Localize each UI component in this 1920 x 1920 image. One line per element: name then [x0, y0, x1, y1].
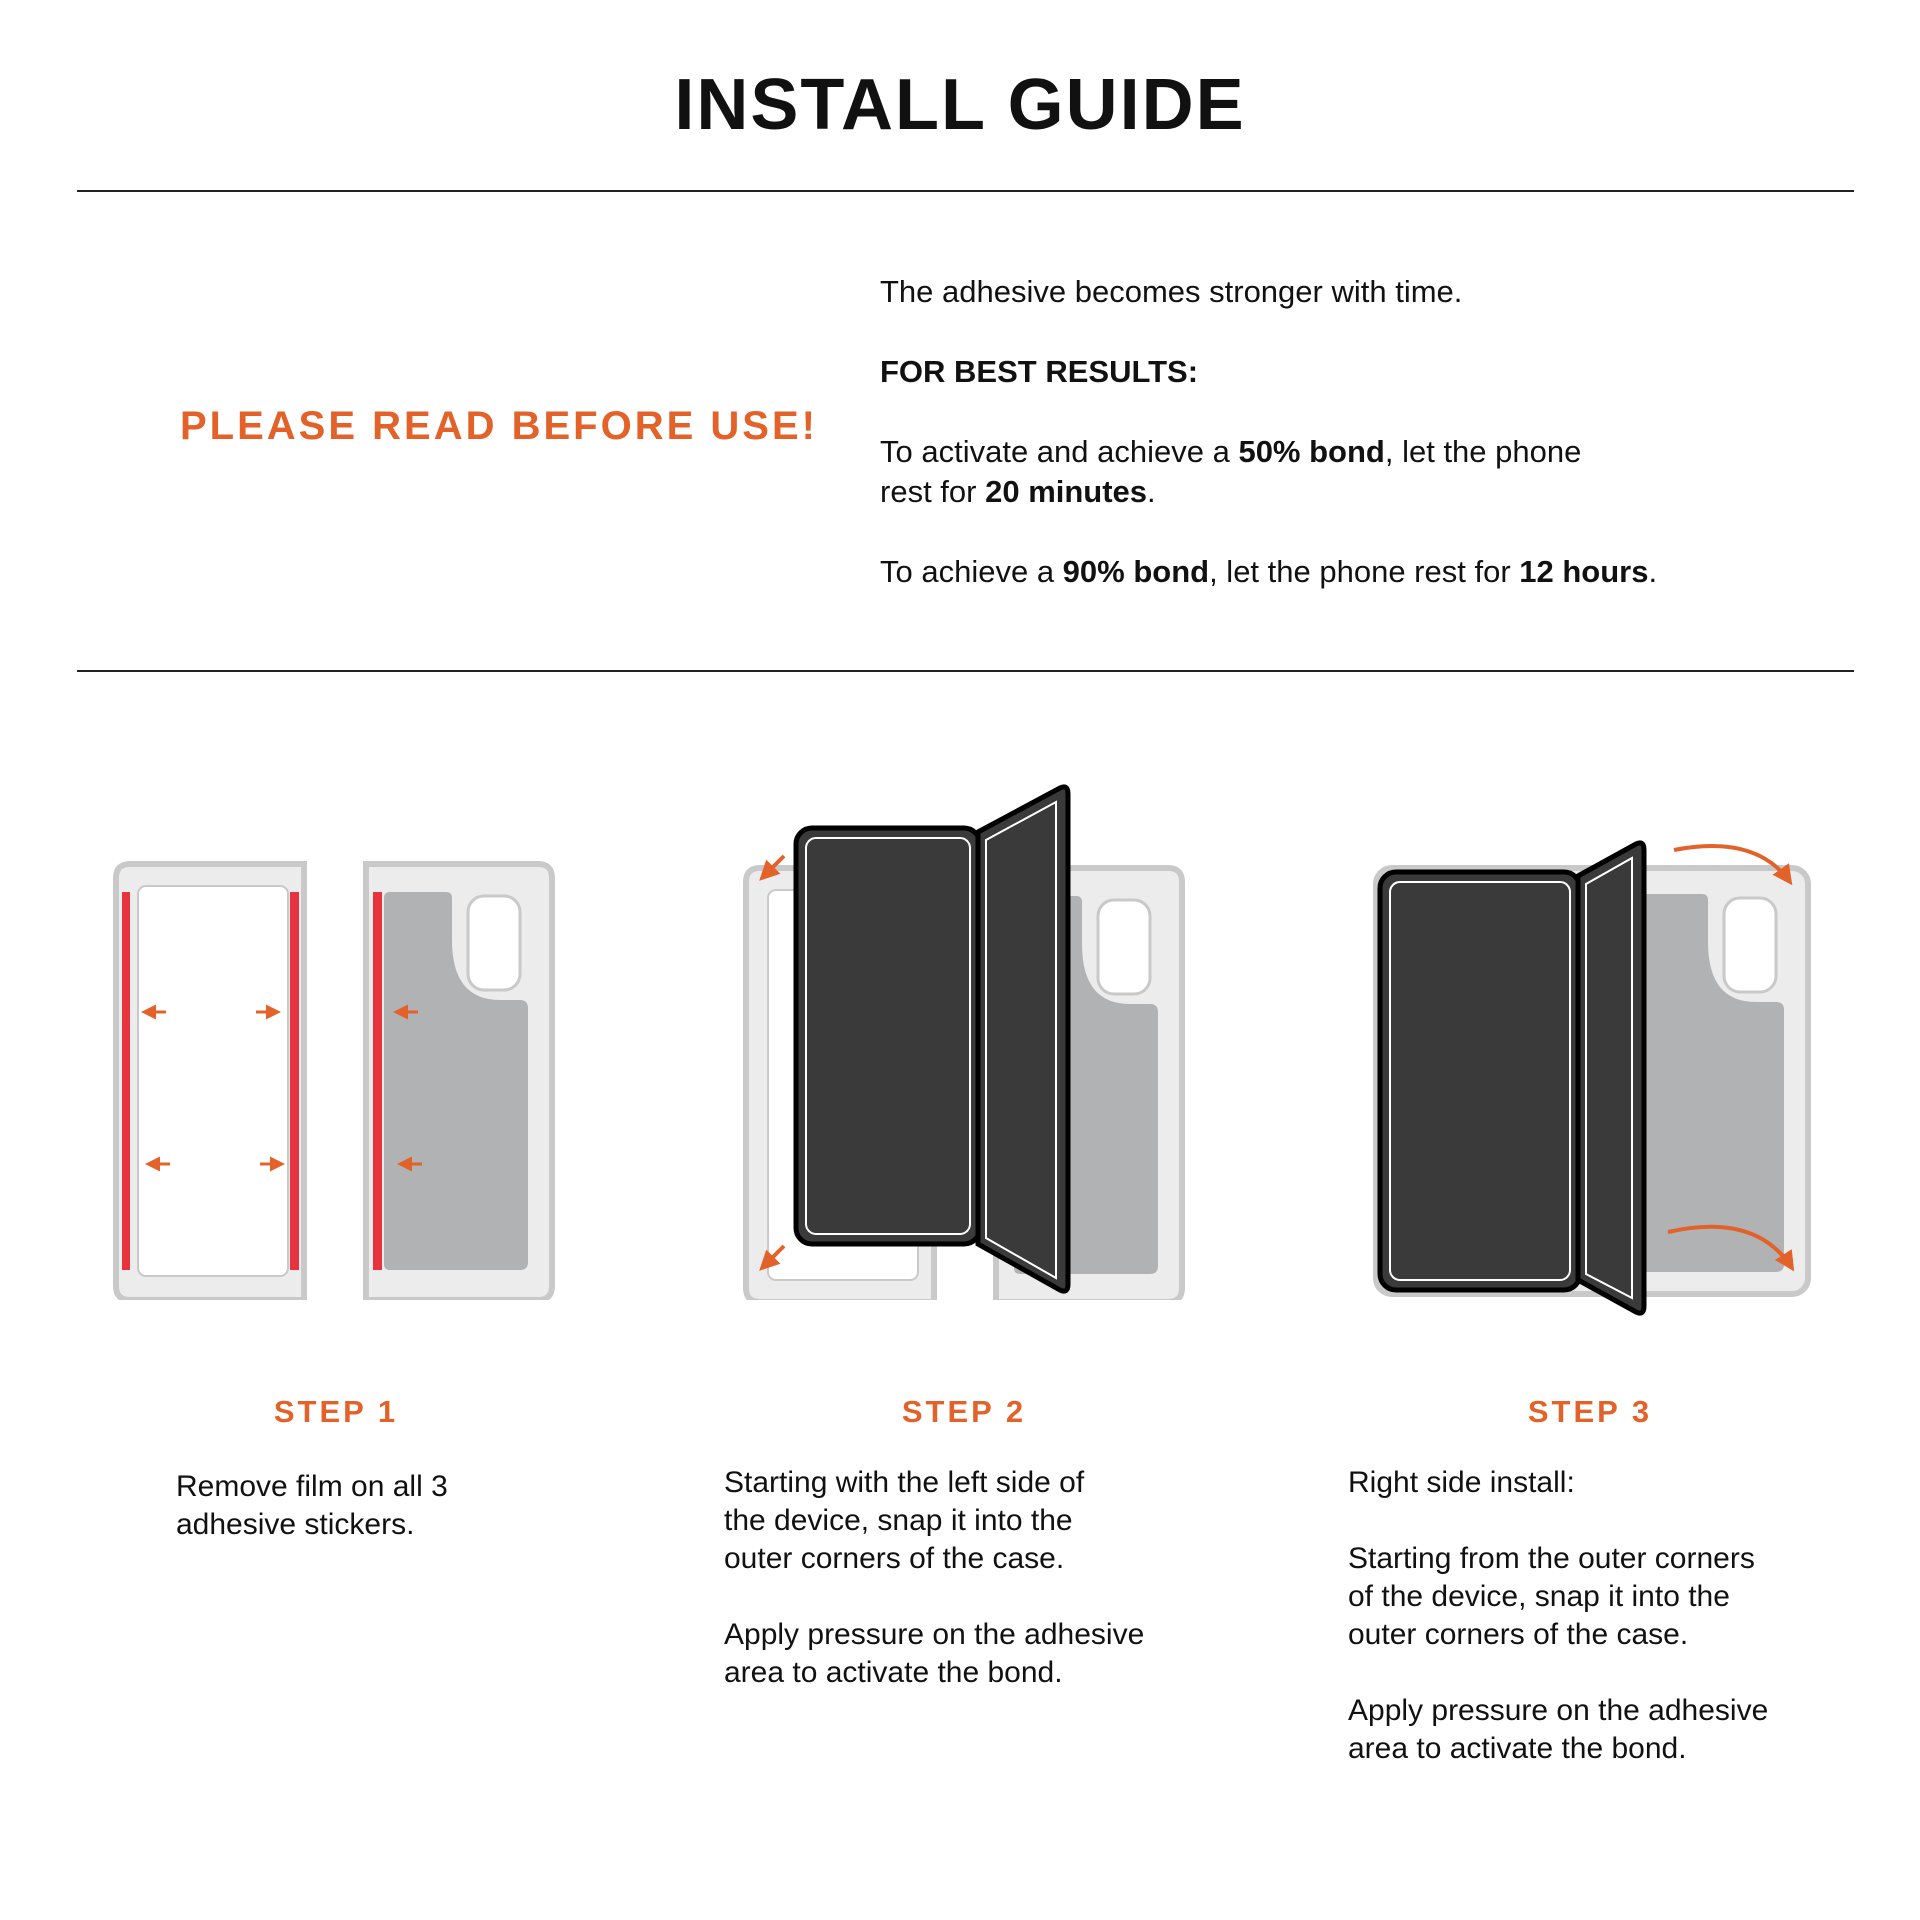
step3-line: of the device, snap it into the	[1348, 1580, 1730, 1613]
step3-line: Right side install:	[1348, 1466, 1575, 1499]
best-results-heading: FOR BEST RESULTS:	[880, 354, 1199, 389]
note-intro: The adhesive becomes stronger with time.	[880, 274, 1463, 309]
step2-title: STEP 2	[901, 1394, 1027, 1429]
tip1-prefix: To activate and achieve a	[880, 434, 1239, 469]
step3-description	[1348, 1464, 1768, 1768]
adhesive-strip-left-inner	[290, 892, 299, 1270]
tip2-duration: 12 hours	[1519, 554, 1649, 589]
step2-line: outer corners of the case.	[724, 1542, 1065, 1575]
tip1-bond: 50% bond	[1238, 434, 1385, 469]
foldable-phone-illustration	[796, 787, 1068, 1291]
step2-line: area to activate the bond.	[724, 1656, 1063, 1689]
step2-description	[724, 1464, 1144, 1692]
tip-90-bond	[880, 552, 1657, 592]
step1-description	[176, 1468, 448, 1544]
case-left-half	[116, 864, 304, 1300]
step3-line: area to activate the bond.	[1348, 1732, 1687, 1765]
camera-cutout	[1098, 900, 1150, 994]
camera-cutout	[468, 896, 520, 990]
step2-line: the device, snap it into the	[724, 1504, 1073, 1537]
step2-line: Starting with the left side of	[724, 1466, 1085, 1499]
tip1-middle: , let the phone	[1384, 434, 1582, 469]
foldable-phone-illustration	[1380, 843, 1644, 1313]
adhesive-strip-left	[122, 892, 130, 1270]
step2-spacer	[724, 1578, 1144, 1616]
step3-line: Starting from the outer corners	[1348, 1542, 1755, 1575]
tip2-bond: 90% bond	[1062, 554, 1210, 589]
step1-line: Remove film on all 3	[176, 1470, 448, 1503]
case-right-half	[366, 864, 552, 1300]
adhesive-strip-right	[373, 892, 382, 1270]
tip1-suffix: .	[1147, 474, 1156, 509]
step2-illustration	[730, 780, 1210, 1300]
step2-line: Apply pressure on the adhesive	[724, 1618, 1145, 1651]
step3-spacer	[1348, 1654, 1768, 1692]
tip2-prefix: To achieve a	[880, 554, 1063, 589]
step1-title: STEP 1	[273, 1394, 399, 1429]
step1-illustration	[100, 840, 580, 1300]
step3-illustration	[1356, 820, 1836, 1320]
page-title: INSTALL GUIDE	[674, 65, 1246, 145]
step1-line: adhesive stickers.	[176, 1508, 415, 1541]
tip1-duration: 20 minutes	[985, 474, 1148, 509]
tip1-line2: rest for	[880, 474, 986, 509]
tip2-suffix: .	[1648, 554, 1658, 589]
step3-line: Apply pressure on the adhesive	[1348, 1694, 1769, 1727]
step3-spacer	[1348, 1502, 1768, 1540]
tip-50-bond	[880, 432, 1581, 512]
camera-cutout	[1724, 898, 1776, 992]
step3-title: STEP 3	[1527, 1394, 1653, 1429]
tip2-middle: , let the phone rest for	[1209, 554, 1520, 589]
divider-middle	[77, 670, 1854, 672]
divider-top	[77, 190, 1854, 192]
step3-line: outer corners of the case.	[1348, 1618, 1689, 1651]
warning-heading: PLEASE READ BEFORE USE!	[180, 404, 818, 448]
